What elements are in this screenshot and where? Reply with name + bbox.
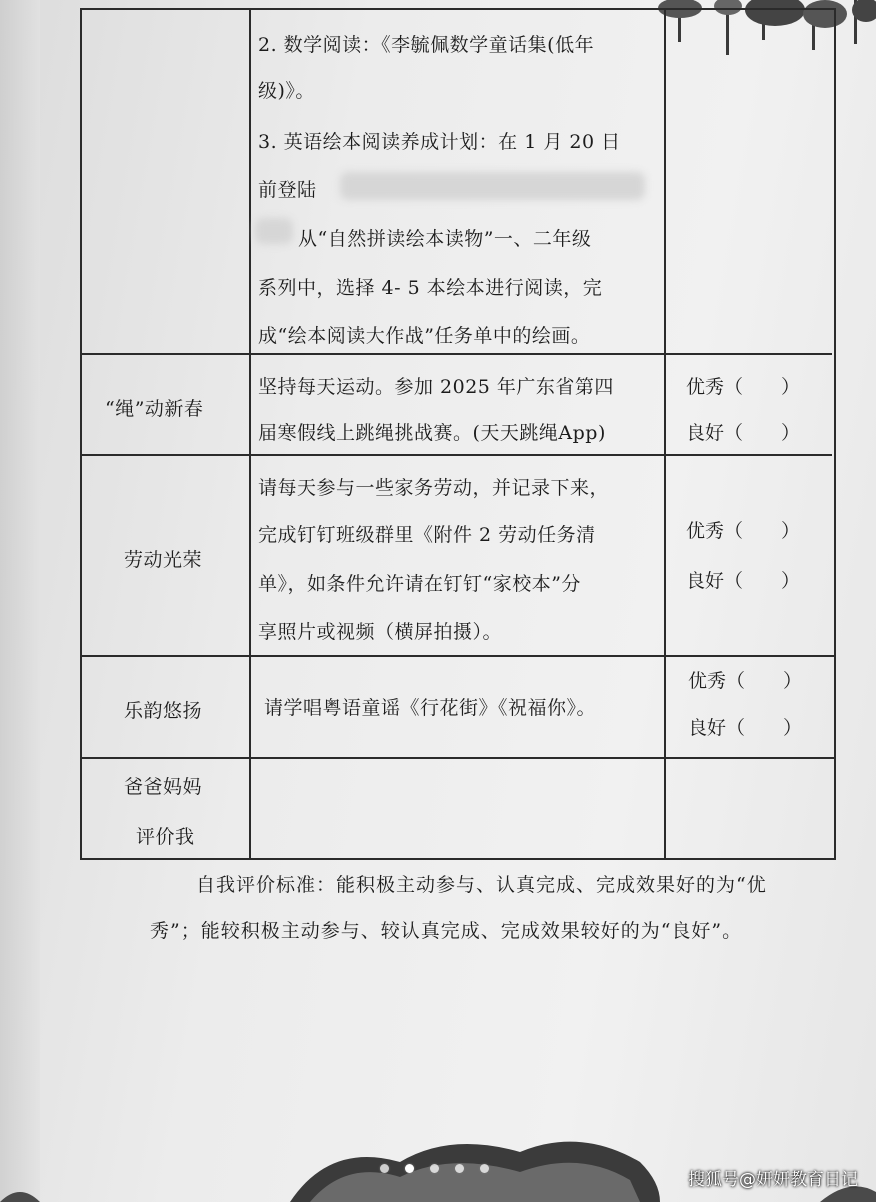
reading-line: 3. 英语绘本阅读养成计划：在 1 月 20 日 bbox=[258, 131, 621, 153]
option-good: 良好（ ） bbox=[686, 422, 801, 444]
reading-line: 从“自然拼读绘本读物”一、二年级 bbox=[298, 228, 592, 250]
reading-line: 成“绘本阅读大作战”任务单中的绘画。 bbox=[258, 325, 591, 347]
page-dot[interactable] bbox=[430, 1164, 439, 1173]
row-content-line: 届寒假线上跳绳挑战赛。(天天跳绳App) bbox=[258, 422, 606, 444]
option-excellent: 优秀（ ） bbox=[686, 520, 801, 542]
table-line bbox=[80, 8, 82, 860]
page-dot[interactable] bbox=[480, 1164, 489, 1173]
redacted-text bbox=[340, 172, 645, 200]
reading-line: 2. 数学阅读：《李毓佩数学童话集(低年 bbox=[258, 34, 595, 56]
row-content-line: 坚持每天运动。参加 2025 年广东省第四 bbox=[258, 376, 614, 398]
watermark: 搜狐号@妍妍教育日记 bbox=[688, 1170, 858, 1190]
row-content-line: 请学唱粤语童谣《行花街》《祝福你》。 bbox=[264, 697, 597, 719]
reading-line: 系列中，选择 4- 5 本绘本进行阅读，完 bbox=[258, 277, 603, 299]
page-dot[interactable] bbox=[405, 1164, 414, 1173]
row-content-line: 单》，如条件允许请在钉钉“家校本”分 bbox=[258, 573, 581, 595]
table-line bbox=[82, 655, 836, 657]
row-content-line: 完成钉钉班级群里《附件 2 劳动任务清 bbox=[258, 524, 596, 546]
row-content-line: 请每天参与一些家务劳动，并记录下来， bbox=[258, 477, 610, 499]
table-line bbox=[82, 353, 832, 355]
page-dot[interactable] bbox=[380, 1164, 389, 1173]
reading-line: 前登陆 bbox=[258, 179, 317, 201]
table-line bbox=[834, 8, 836, 860]
row-category: “绳”动新春 bbox=[105, 398, 204, 420]
option-excellent: 优秀（ ） bbox=[686, 376, 801, 398]
table-line bbox=[82, 454, 832, 456]
row-content-line: 享照片或视频（横屏拍摄）。 bbox=[258, 621, 503, 643]
pagination-dots[interactable] bbox=[380, 1158, 505, 1177]
criteria-text: 自我评价标准：能积极主动参与、认真完成、完成效果好的为“优 bbox=[196, 874, 767, 896]
row-category: 评价我 bbox=[136, 826, 195, 848]
table-line bbox=[82, 757, 836, 759]
table-line bbox=[82, 8, 836, 10]
option-good: 良好（ ） bbox=[688, 717, 803, 739]
row-category: 爸爸妈妈 bbox=[124, 776, 203, 798]
option-good: 良好（ ） bbox=[686, 570, 801, 592]
redacted-text bbox=[255, 218, 293, 244]
criteria-text: 秀”；能较积极主动参与、较认真完成、完成效果较好的为“良好”。 bbox=[150, 920, 743, 942]
table-line bbox=[664, 8, 666, 860]
page-dot[interactable] bbox=[455, 1164, 464, 1173]
row-category: 劳动光荣 bbox=[124, 549, 203, 571]
table-line bbox=[249, 8, 251, 860]
row-category: 乐韵悠扬 bbox=[124, 700, 203, 722]
reading-line: 级)》。 bbox=[258, 80, 315, 102]
page-shadow bbox=[0, 0, 40, 1202]
table-line bbox=[82, 858, 836, 860]
lantern-decoration-icon bbox=[640, 0, 876, 70]
option-excellent: 优秀（ ） bbox=[688, 670, 803, 692]
